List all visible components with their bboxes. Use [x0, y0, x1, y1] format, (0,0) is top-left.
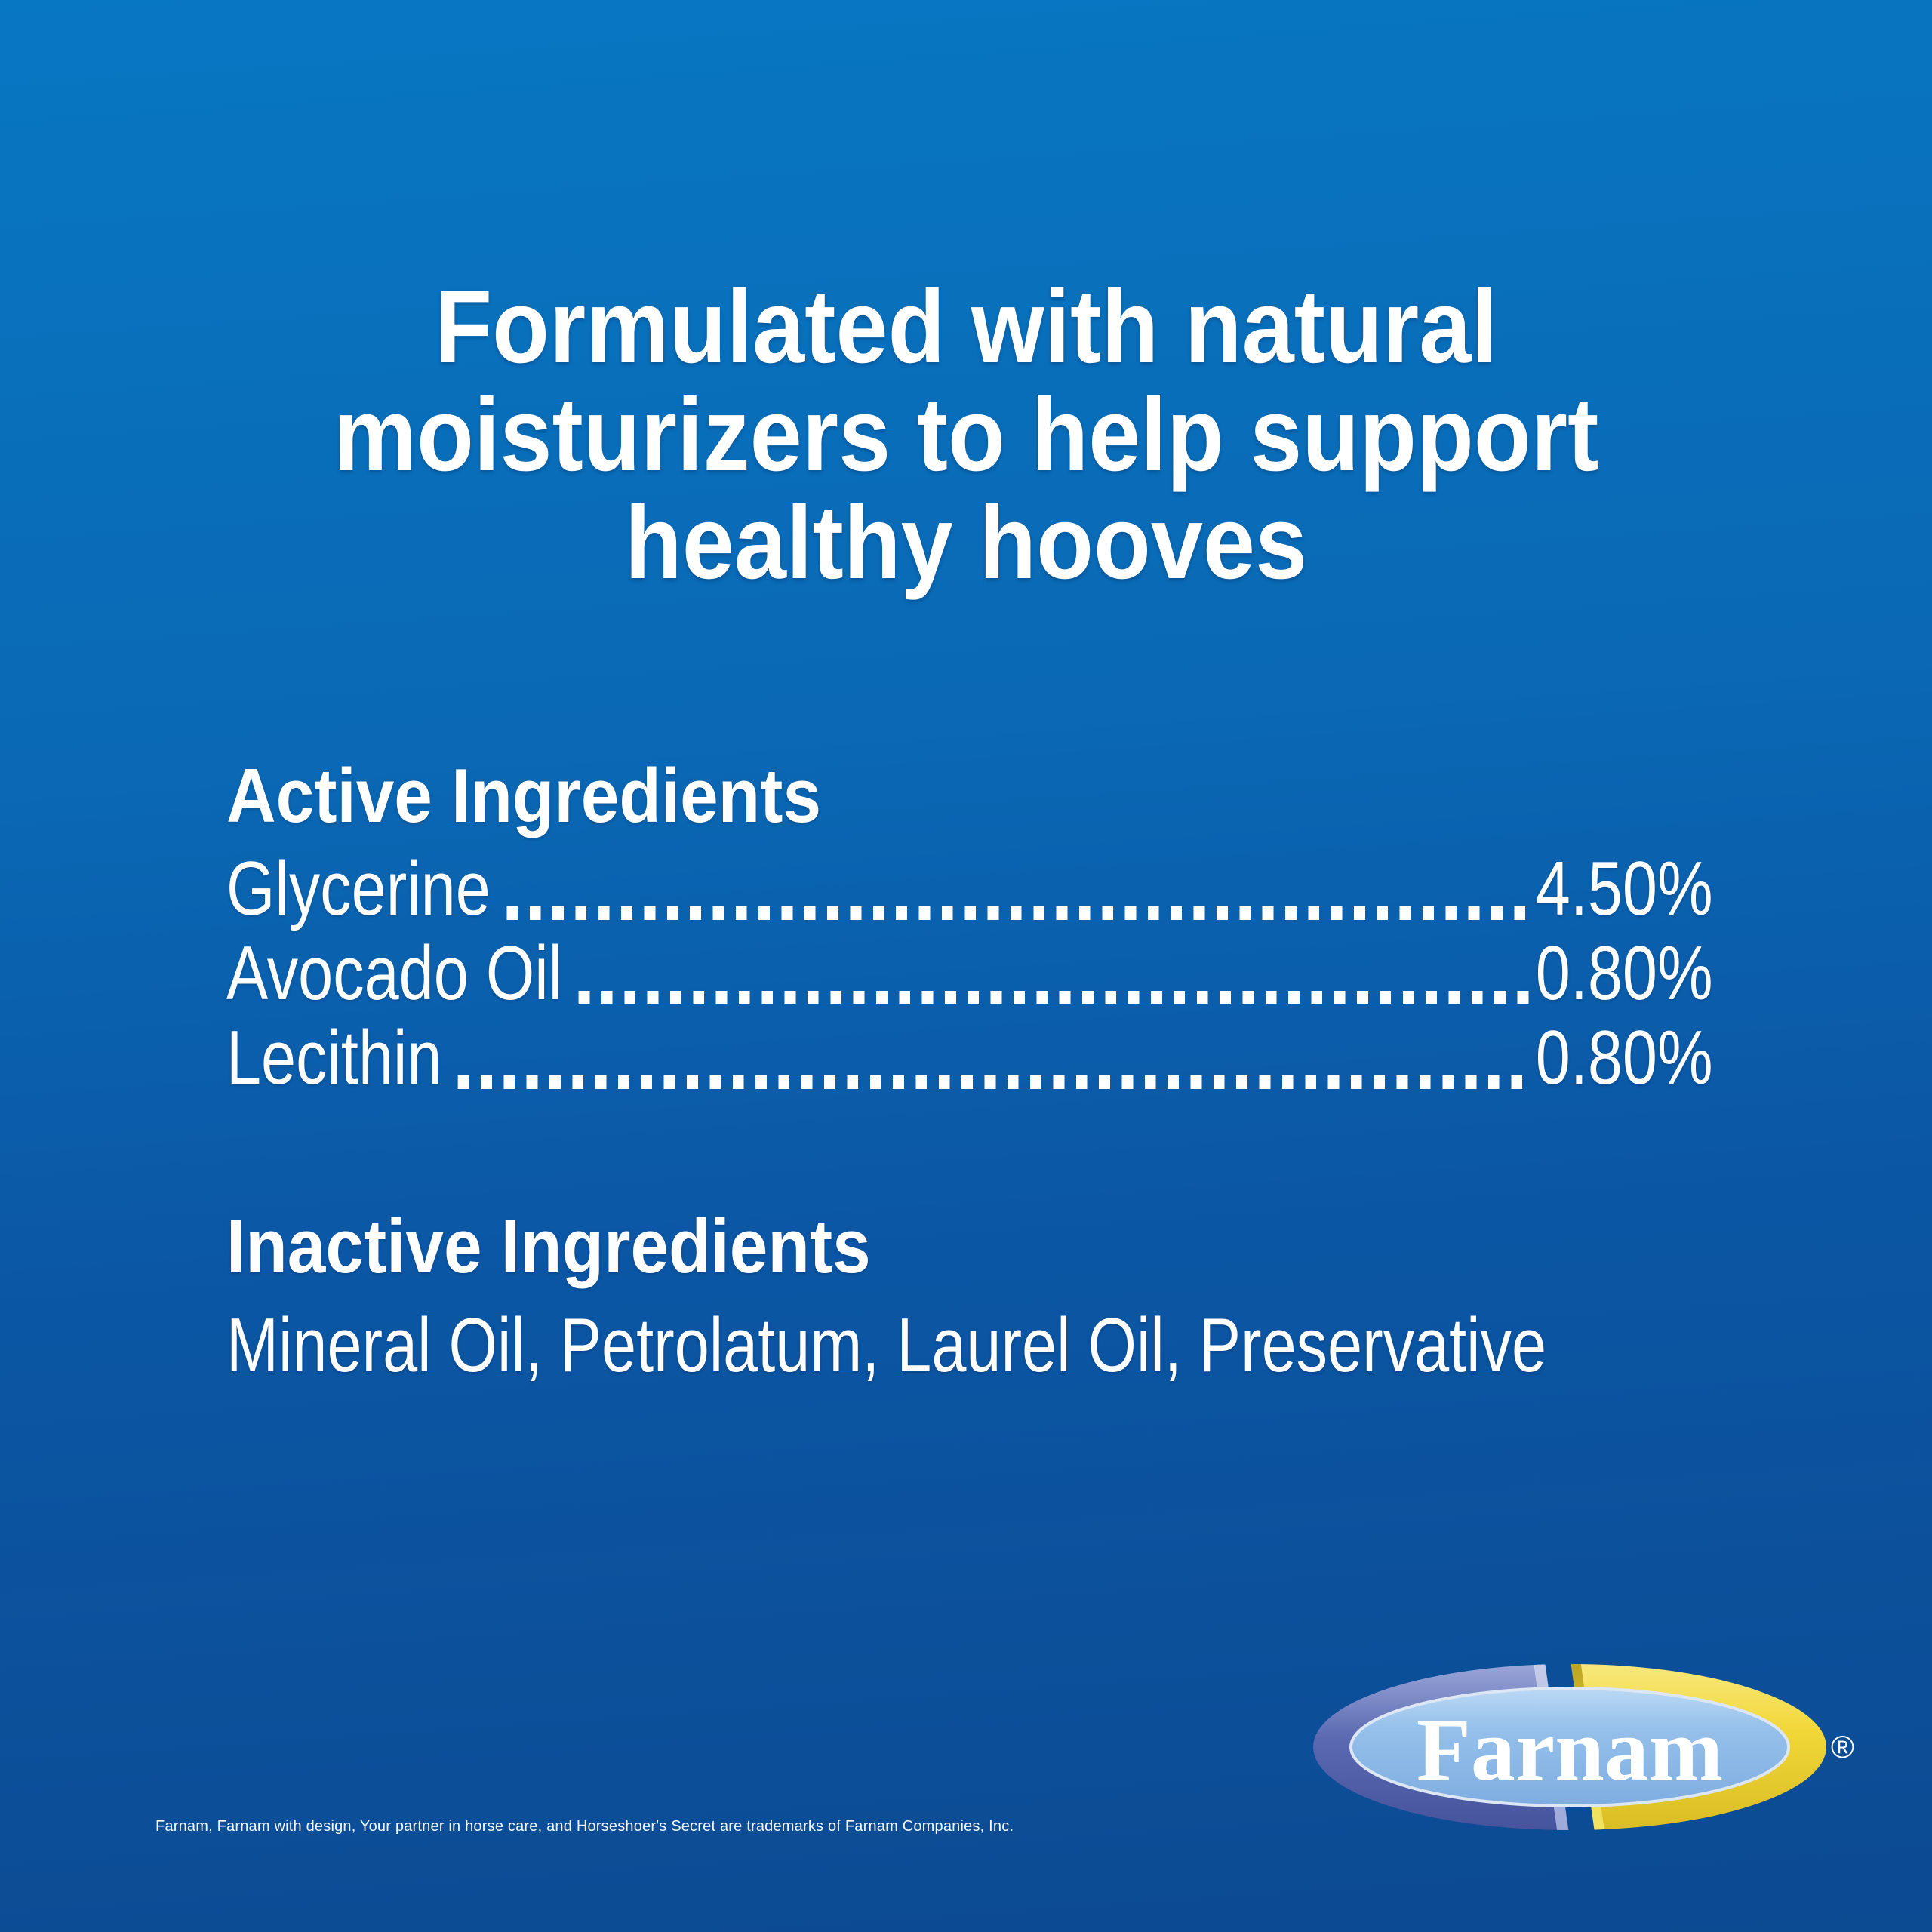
inactive-ingredients-list: Mineral Oil, Petrolatum, Laurel Oil, Preservative — [226, 1303, 1547, 1388]
trademark-notice: Farnam, Farnam with design, Your partner in horse care, and Horseshoer's Secret are trademarks of Farnam Companies, Inc. — [155, 1818, 1014, 1835]
active-ingredients-list — [226, 847, 1713, 1100]
ingredient-row — [226, 847, 1713, 931]
farnam-logo — [1312, 1662, 1893, 1835]
active-ingredients-title: Active Ingredients — [226, 754, 822, 838]
headline — [253, 269, 1679, 601]
ingredient-name: Avocado Oil — [226, 931, 563, 1016]
ingredient-row — [226, 931, 1713, 1016]
ingredient-percentage: 0.80% — [1535, 1016, 1713, 1100]
ingredient-percentage: 0.80% — [1535, 931, 1713, 1016]
inactive-ingredients-title: Inactive Ingredients — [226, 1204, 871, 1289]
registered-trademark-icon: ® — [1831, 1729, 1854, 1764]
ingredient-name: Glycerine — [226, 847, 491, 931]
headline-line: moisturizers to help support — [333, 377, 1599, 493]
dotted-leader — [458, 1075, 1531, 1089]
logo-brand-text: Farnam — [1416, 1700, 1724, 1799]
ingredient-row — [226, 1016, 1713, 1100]
ingredient-percentage: 4.50% — [1535, 847, 1713, 931]
dotted-leader — [506, 906, 1531, 920]
headline-line: healthy hooves — [624, 485, 1308, 601]
ingredient-name: Lecithin — [226, 1016, 442, 1100]
dotted-leader — [578, 991, 1531, 1004]
headline-line: Formulated with natural — [435, 269, 1497, 385]
